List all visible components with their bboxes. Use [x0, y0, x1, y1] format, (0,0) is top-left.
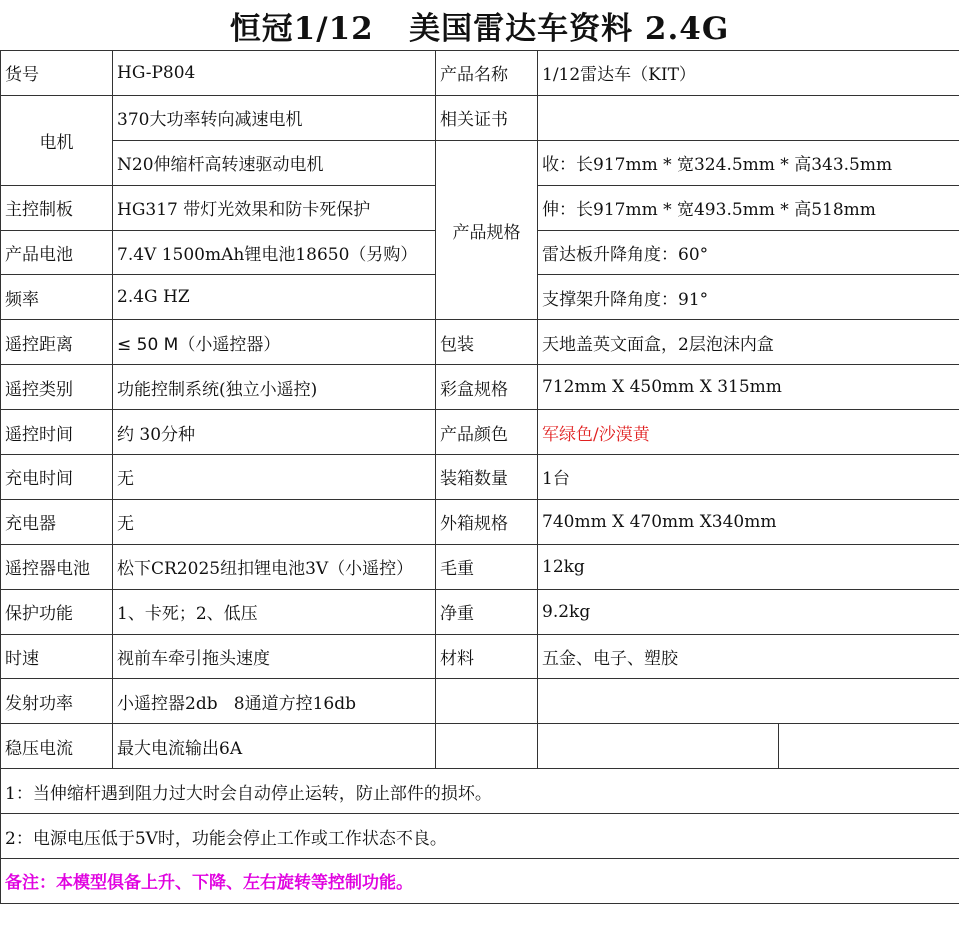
table-row [1, 769, 959, 814]
box-label: 彩盒规格 [436, 365, 538, 410]
gross-weight-value: 12kg [538, 544, 959, 589]
empty-cell [538, 724, 779, 769]
range-value: ≤ 50 M（小遥控器） [113, 320, 436, 365]
freq-value: 2.4G HZ [113, 275, 436, 320]
table-row [1, 544, 959, 589]
carton-label: 外箱规格 [436, 499, 538, 544]
spec-table [0, 50, 959, 904]
tx-power-value: 小遥控器2db 8通道方控16db [113, 679, 436, 724]
empty-cell [436, 679, 538, 724]
table-row [1, 455, 959, 500]
spec-value-4: 支撑架升降角度：91° [538, 275, 959, 320]
protect-value: 1、卡死；2、低压 [113, 589, 436, 634]
name-value: 1/12雷达车（KIT） [538, 51, 959, 96]
charger-label: 充电器 [1, 499, 113, 544]
charge-time-label: 充电时间 [1, 455, 113, 500]
name-label: 产品名称 [436, 51, 538, 96]
qty-value: 1台 [538, 455, 959, 500]
freq-label: 频率 [1, 275, 113, 320]
tx-power-label: 发射功率 [1, 679, 113, 724]
spec-value-1: 收：长917mm * 宽324.5mm * 高343.5mm [538, 140, 959, 185]
motor-value-1: 370大功率转向减速电机 [113, 95, 436, 140]
qty-label: 装箱数量 [436, 455, 538, 500]
model-label: 货号 [1, 51, 113, 96]
gross-weight-label: 毛重 [436, 544, 538, 589]
rc-time-value: 约 30分种 [113, 410, 436, 455]
battery-label: 产品电池 [1, 230, 113, 275]
current-value: 最大电流输出6A [113, 724, 436, 769]
sheet-title: 恒冠1/12 美国雷达车资料 2.4G [229, 10, 730, 47]
table-row [1, 365, 959, 410]
table-row [1, 499, 959, 544]
table-row [1, 859, 959, 904]
rc-battery-label: 遥控器电池 [1, 544, 113, 589]
spec-value-3: 雷达板升降角度：60° [538, 230, 959, 275]
model-value: HG-P804 [113, 51, 436, 96]
table-row [1, 679, 959, 724]
table-row [1, 140, 959, 185]
pack-label: 包装 [436, 320, 538, 365]
rc-type-label: 遥控类别 [1, 365, 113, 410]
spec-label: 产品规格 [436, 140, 538, 320]
current-label: 稳压电流 [1, 724, 113, 769]
pack-value: 天地盖英文面盒，2层泡沫内盒 [538, 320, 959, 365]
range-label: 遥控距离 [1, 320, 113, 365]
table-row [1, 410, 959, 455]
charger-value: 无 [113, 499, 436, 544]
box-value: 712mm X 450mm X 315mm [538, 365, 959, 410]
rc-time-label: 遥控时间 [1, 410, 113, 455]
speed-value: 视前车牵引拖头速度 [113, 634, 436, 679]
cert-value [538, 95, 959, 140]
color-value: 军绿色/沙漠黄 [538, 410, 959, 455]
motor-label: 电机 [1, 95, 113, 185]
protect-label: 保护功能 [1, 589, 113, 634]
table-row [1, 95, 959, 140]
board-value: HG317 带灯光效果和防卡死保护 [113, 185, 436, 230]
rc-type-value: 功能控制系统(独立小遥控) [113, 365, 436, 410]
table-row [1, 814, 959, 859]
empty-cell [436, 724, 538, 769]
board-label: 主控制板 [1, 185, 113, 230]
material-label: 材料 [436, 634, 538, 679]
spec-value-2: 伸：长917mm * 宽493.5mm * 高518mm [538, 185, 959, 230]
note-1: 1：当伸缩杆遇到阻力过大时会自动停止运转，防止部件的损坏。 [1, 769, 959, 814]
color-label: 产品颜色 [436, 410, 538, 455]
table-row [1, 320, 959, 365]
table-row [1, 634, 959, 679]
table-row [1, 724, 959, 769]
speed-label: 时速 [1, 634, 113, 679]
motor-value-2: N20伸缩杆高转速驱动电机 [113, 140, 436, 185]
carton-value: 740mm X 470mm X340mm [538, 499, 959, 544]
cert-label: 相关证书 [436, 95, 538, 140]
empty-cell [538, 679, 959, 724]
table-row [1, 51, 959, 96]
battery-value: 7.4V 1500mAh锂电池18650（另购） [113, 230, 436, 275]
net-weight-value: 9.2kg [538, 589, 959, 634]
net-weight-label: 净重 [436, 589, 538, 634]
remark: 备注：本模型俱备上升、下降、左右旋转等控制功能。 [1, 859, 959, 904]
charge-time-value: 无 [113, 455, 436, 500]
table-row [1, 589, 959, 634]
rc-battery-value: 松下CR2025纽扣锂电池3V（小遥控） [113, 544, 436, 589]
material-value: 五金、电子、塑胶 [538, 634, 959, 679]
note-2: 2：电源电压低于5V时，功能会停止工作或工作状态不良。 [1, 814, 959, 859]
empty-cell [779, 724, 959, 769]
